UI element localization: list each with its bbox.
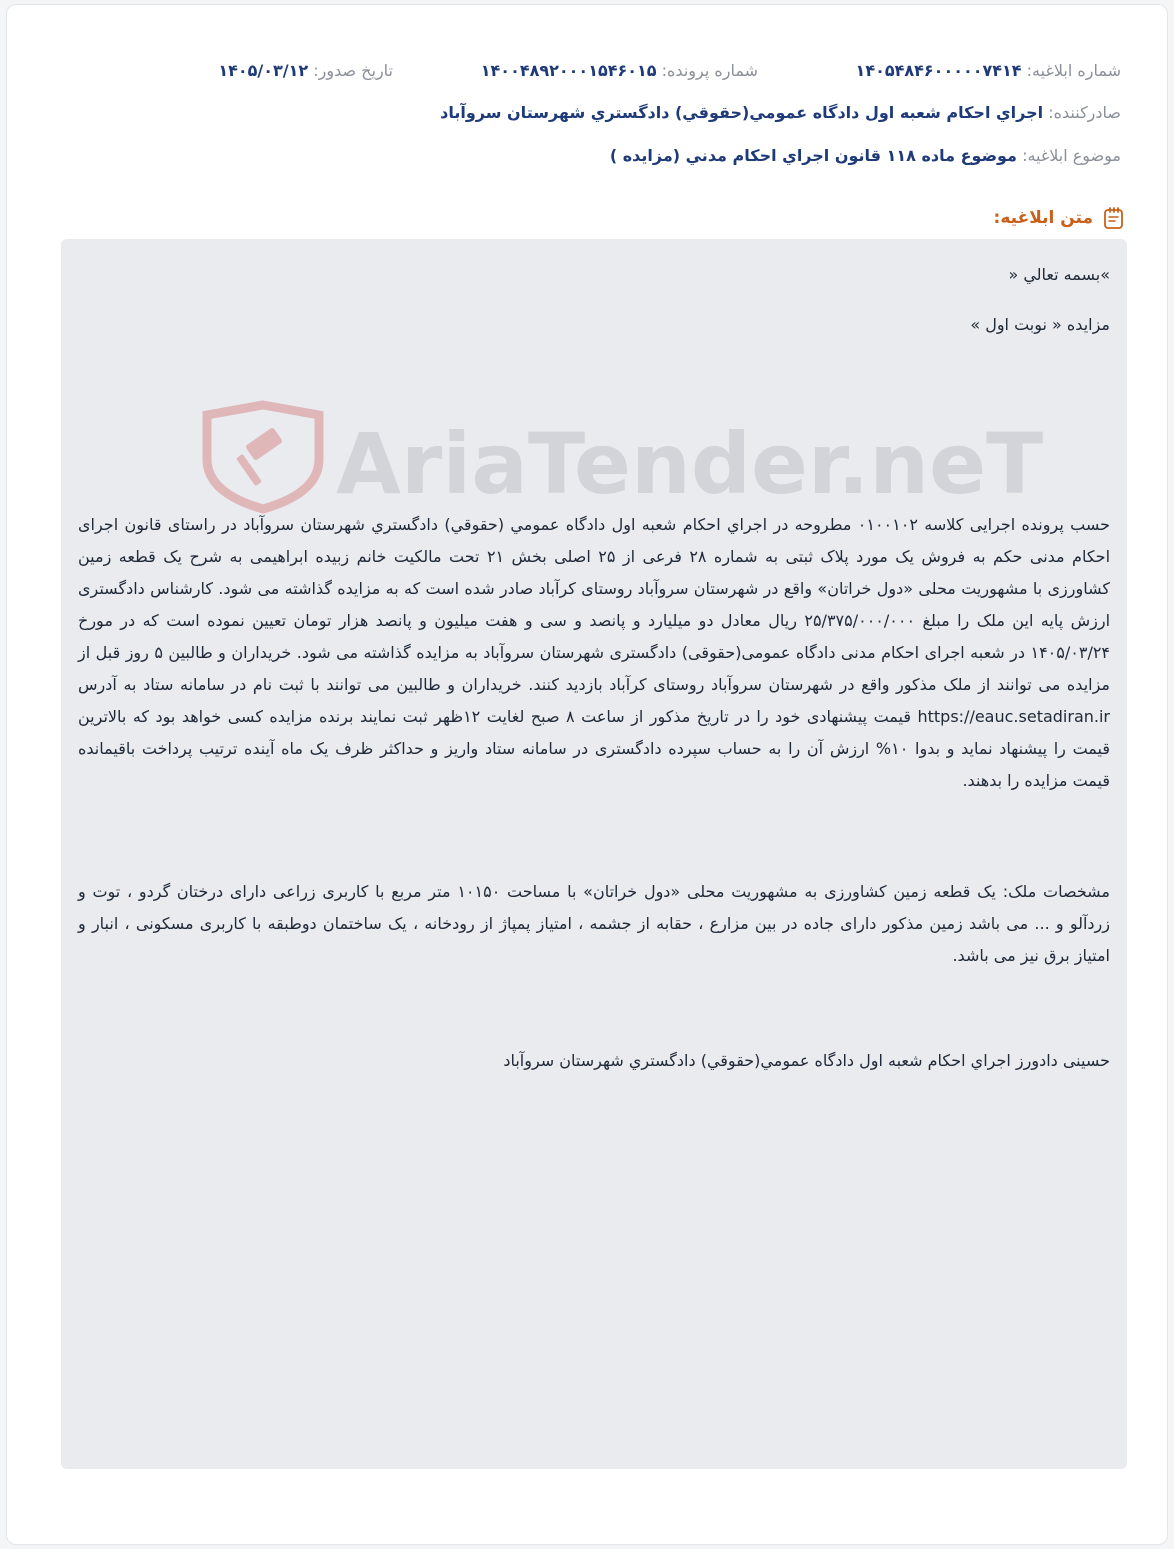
notice-opening: »بسمه تعالي « xyxy=(1008,265,1110,284)
watermark xyxy=(201,401,1044,513)
meta-row xyxy=(47,59,1121,83)
case-number xyxy=(481,59,758,83)
notice-number xyxy=(856,59,1121,83)
notice-paragraph-2: مشخصات ملک: یک قطعه زمین کشاورزی به مشهوریت محلی «دول خراتان» با مساحت ۱۰۱۵۰ متر مربع با کاربری زراعی دارای درختان گردو ، توت و زردآلو و ... می باشد زمین مذکور دارای جاده در بین مزارع ، حقابه از جشمه ، امتیاز پمپاژ از رودخانه ، یک ساختمان دوطبقه با کاربری مسکونی ، انبار و امتیاز برق نیز می باشد. xyxy=(78,882,1110,965)
notice-card xyxy=(6,4,1168,1545)
notice-signature: حسینی دادورز اجراي احکام شعبه اول دادگاه عمومي(حقوقي) دادگستري شهرستان سروآباد xyxy=(503,1051,1110,1070)
notice-body xyxy=(61,239,1127,1469)
issuer-value: اجراي احکام شعبه اول دادگاه عمومي(حقوقي) دادگستري شهرستان سروآباد xyxy=(440,103,1044,122)
notice-heading: مزايده « نوبت اول » xyxy=(970,315,1110,334)
case-number-label: شماره پرونده: xyxy=(661,61,758,80)
watermark-text: AriaTender.neT xyxy=(336,415,1044,513)
issuer-label: صادرکننده: xyxy=(1048,103,1121,122)
gavel-shield-logo xyxy=(207,405,319,509)
subject-value: موضوع ماده ۱۱۸ قانون اجراي احکام مدني (مزايده ) xyxy=(609,146,1017,165)
notice-number-label: شماره ابلاغیه: xyxy=(1026,61,1121,80)
issue-date-label: تاریخ صدور: xyxy=(313,61,393,80)
issue-date-value: ۱۴۰۵/۰۳/۱۲ xyxy=(218,61,309,80)
section-header xyxy=(994,205,1127,231)
issue-date xyxy=(218,59,393,83)
issuer-row xyxy=(47,101,1121,125)
notepad-icon xyxy=(1101,205,1127,231)
subject-row xyxy=(47,144,1121,168)
section-title: متن ابلاغیه: xyxy=(993,208,1093,228)
subject-label: موضوع ابلاغیه: xyxy=(1022,146,1121,165)
notice-number-value: ۱۴۰۵۴۸۴۶۰۰۰۰۰۷۴۱۴ xyxy=(855,61,1022,80)
case-number-value: ۱۴۰۰۴۸۹۲۰۰۰۱۵۴۶۰۱۵ xyxy=(480,61,657,80)
notice-paragraph-1: حسب پرونده اجرایی کلاسه ۰۱۰۰۱۰۲ مطروحه در اجراي احکام شعبه اول دادگاه عمومي (حقوقي) دادگستري شهرستان سروآباد در راستای قانون اجرای احکام مدنی حکم به فروش یک مورد پلاک ثبتی به شماره ۲۸ فرعی از ۲۵ اصلی بخش ۲۱ تحت مالکیت خانم زبیده ابراهیمی به شرح یک قطعه زمین کشاورزی با مشهوریت محلی «دول خراتان» واقع در شهرستان سروآباد روستای کرآباد صادر شده است که به مزایده گذاشته می شود. کارشناس دادگستری ارزش پایه این ملک را مبلغ ۲۵/۳۷۵/۰۰۰/۰۰۰ ریال معادل دو میلیارد و پانصد و سی و هفت میلیون و پانصد هزار تومان تعیین نموده است که در مورخ ۱۴۰۵/۰۳/۲۴ در شعبه اجرای احکام مدنی دادگاه عمومی(حقوقی) دادگستری شهرستان سروآباد به مزایده گذاشته می شود. خریداران و طالبین ۵ روز قبل از مزایده می توانند از ملک مذکور واقع در شهرستان سروآباد روستای کرآباد بازدید کنند. خریداران و طالبین می توانند با ثبت نام در سامانه ستاد به آدرس https://eauc.setadiran.ir قیمت پیشنهادی خود را در تاریخ مذکور از ساعت ۸ صبح لغایت ۱۲ظهر ثبت نمایند برنده مزایده کسی خواهد بود که بالاترین قیمت را پیشنهاد نماید و بدوا ۱۰% ارزش آن را به حساب سپرده دادگستری در سامانه ستاد واریز و حداکثر ظرف یک ماه آینده ترتیب پرداخت باقیمانده قیمت مزایده را بدهند. xyxy=(78,515,1111,790)
